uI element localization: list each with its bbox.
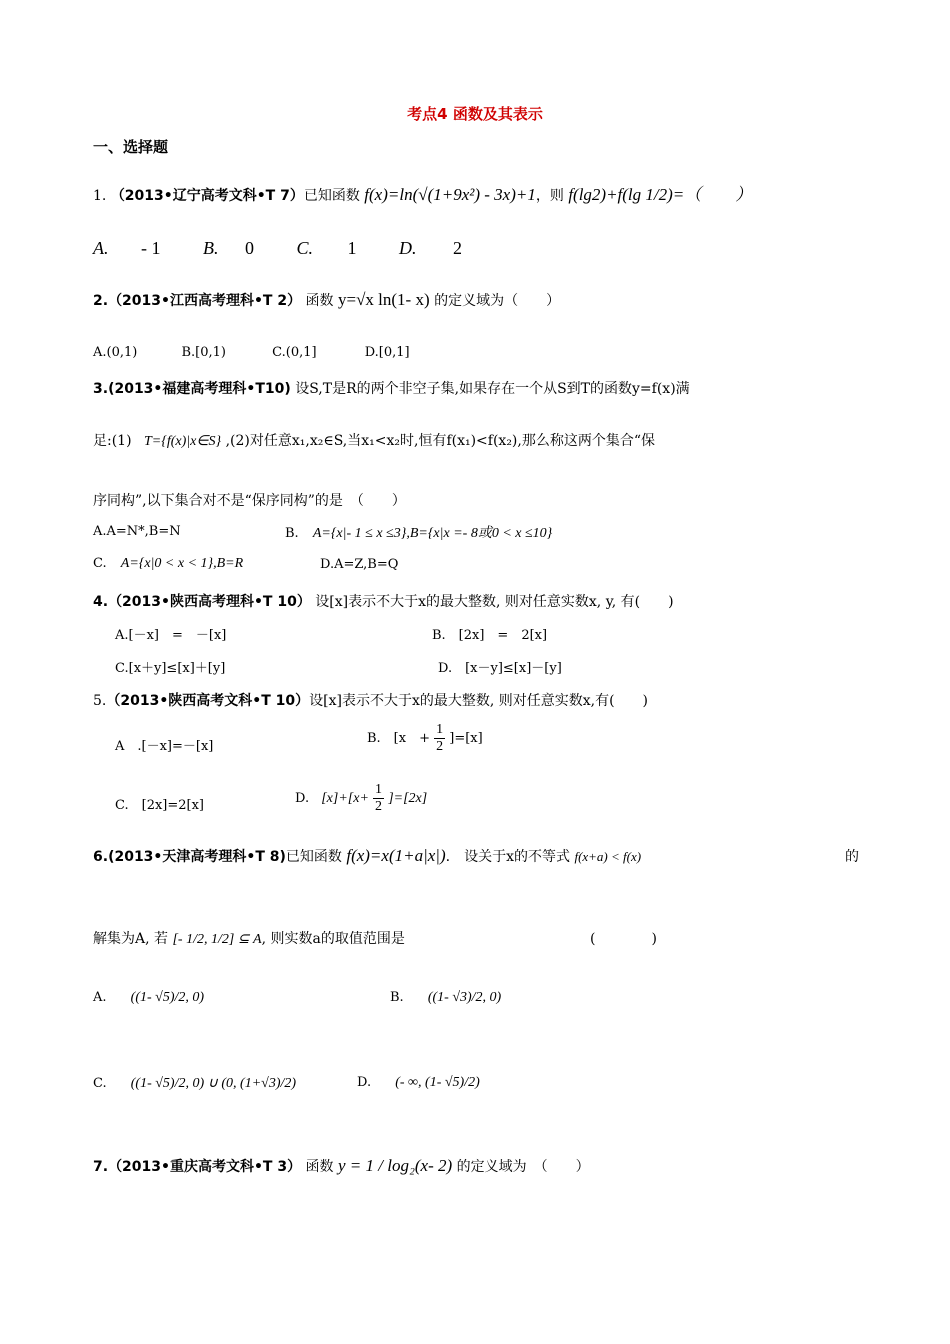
question-stem-line2: 解集为A, 若 [93, 931, 169, 947]
option-b [367, 722, 483, 755]
option-c: C.[x＋y]≤[x]＋[y] [115, 661, 226, 676]
option-c-expression: A={x|0 < x < 1},B=R [120, 556, 244, 571]
option-d: D.A=Z,B=Q [320, 557, 399, 572]
option-d-label: D. [357, 1075, 372, 1090]
question-3-line3: 序同构”,以下集合对不是“保序同构”的是 （ ） [93, 493, 406, 509]
condition-1-label: 足:(1) [93, 433, 132, 449]
option-b-label: B. [390, 990, 404, 1005]
options-row [93, 345, 410, 360]
question-number: 1. [93, 188, 107, 204]
function-expression: f(x)=x(1+a|x|) [346, 846, 446, 865]
question-source: （2013•陕西高考理科•T 10） [108, 594, 311, 610]
option-a: A.(0,1) [93, 345, 138, 360]
function-expression: y = 1 / log₂(x- 2) [338, 1156, 453, 1175]
question-source: (2013•福建高考理科•T10) [108, 381, 291, 397]
option-b-right: ]=[x] [449, 731, 483, 747]
question-stem: 函数 [305, 293, 334, 309]
option-c-label: C. [93, 556, 107, 571]
fraction-one-half [434, 722, 445, 755]
option-d-label: D. [399, 238, 417, 258]
question-6 [93, 846, 641, 866]
fraction-denominator: 2 [375, 799, 383, 815]
fraction-one-half [373, 782, 384, 815]
fraction-denominator: 2 [436, 739, 444, 755]
option-c: C. [2x]=2[x] [115, 798, 205, 813]
option-b: B.[0,1) [181, 345, 226, 360]
option-c: C.(0,1] [272, 345, 317, 360]
option-b-label: B. [285, 526, 299, 541]
section-heading: 一、选择题 [93, 138, 169, 156]
option-d-label: D. [295, 791, 310, 807]
option-b-expression: ((1- √3)/2, 0) [427, 990, 502, 1005]
option-a-expression: ((1- √5)/2, 0) [130, 990, 205, 1005]
option-d [295, 782, 427, 815]
question-stem: 设[x]表示不大于x的最大整数, 则对任意实数x,有( ) [309, 693, 649, 709]
question-stem: 设[x]表示不大于x的最大整数, 则对任意实数x, y, 有( ) [315, 594, 674, 610]
option-d-value: 2 [453, 238, 463, 258]
interval-subset: [- 1/2, 1/2] ⊆ A [172, 932, 262, 947]
question-source: （2013•江西高考理科•T 2） [108, 293, 302, 309]
option-d-left: [x]+[x+ [321, 791, 369, 807]
option-a [93, 990, 204, 1006]
question-stem-line2-tail: , 则实数a的取值范围是 [261, 931, 405, 947]
question-6-end: 的 [845, 849, 859, 865]
question-3 [93, 378, 690, 398]
question-stem-line1: 设S,T是R的两个非空子集,如果存在一个从S到T的函数y=f(x)满 [295, 381, 690, 397]
question-tail: 的定义域为 （ ） [456, 1159, 590, 1175]
question-stem-middle: . 设关于x的不等式 [445, 849, 570, 865]
option-c-value: 1 [347, 238, 357, 258]
option-c-expression: ((1- √5)/2, 0) ∪ (0, (1+√3)/2) [130, 1076, 297, 1091]
question-number: 6. [93, 849, 109, 865]
option-a-value: - 1 [141, 238, 161, 258]
question-5 [93, 690, 648, 710]
question-number: 3. [93, 381, 109, 397]
option-c [93, 556, 243, 572]
option-b-label: B. [203, 238, 219, 258]
options-row [93, 238, 462, 259]
set-definition: T={f(x)|x∈S} [144, 434, 222, 449]
option-b-value: 0 [245, 238, 254, 258]
option-d: D.[0,1] [364, 345, 410, 360]
option-c-label: C. [296, 238, 314, 258]
option-b-expression: A={x|- 1 ≤ x ≤3},B={x|x =- 8或0 < x ≤10} [312, 526, 553, 541]
question-source: （2013•重庆高考文科•T 3） [108, 1159, 302, 1175]
question-2 [93, 290, 560, 310]
question-4 [93, 591, 674, 611]
option-c-label: C. [93, 1076, 107, 1091]
question-number: 4. [93, 594, 109, 610]
option-a: A.A=N*,B=N [93, 524, 181, 539]
option-a: A .[－x]=－[x] [115, 739, 214, 754]
option-b [390, 990, 501, 1006]
fraction-numerator: 1 [373, 782, 384, 799]
fraction-numerator: 1 [434, 722, 445, 739]
option-a-label: A. [93, 990, 107, 1005]
connector-text: ，则 [535, 188, 564, 204]
question-source: (2013•天津高考理科•T 8) [108, 849, 286, 865]
question-stem: 函数 [305, 1159, 334, 1175]
question-7 [93, 1156, 590, 1176]
question-source: （2013•陕西高考文科•T 10） [106, 693, 310, 709]
question-1 [93, 180, 752, 205]
evaluation-expression: f(lg2)+f(lg 1/2)=（ ） [568, 185, 753, 204]
option-b [285, 522, 552, 542]
question-source: （2013•辽宁高考文科•T 7） [110, 188, 304, 204]
option-a: A.[－x] = －[x] [115, 628, 227, 643]
option-d [357, 1075, 480, 1091]
question-tail: 的定义域为（ ） [434, 293, 561, 309]
question-number: 5. [93, 693, 107, 709]
option-b-left: B. [x + [367, 731, 430, 747]
question-number: 7. [93, 1159, 109, 1175]
option-a-label: A. [93, 238, 109, 258]
question-stem-line2: ,(2)对任意x₁,x₂∈S,当x₁<x₂时,恒有f(x₁)<f(x₂),那么称这两个集合“保 [225, 433, 656, 449]
question-3-line2 [93, 430, 655, 450]
question-6-line2 [93, 928, 405, 948]
answer-blank: ( ) [590, 931, 657, 947]
question-stem: 已知函数 [303, 188, 360, 204]
option-b: B. [2x] = 2[x] [432, 628, 548, 643]
question-number: 2. [93, 293, 109, 309]
option-d-expression: (- ∞, (1- √5)/2) [395, 1075, 480, 1090]
option-d: D. [x－y]≤[x]－[y] [438, 661, 562, 676]
question-stem: 已知函数 [285, 849, 342, 865]
option-c [93, 1075, 296, 1092]
inequality-expression: f(x+a) < f(x) [574, 849, 642, 864]
function-expression: y=√x ln(1- x) [338, 290, 430, 309]
function-expression: f(x)=ln(√(1+9x²) - 3x)+1 [364, 185, 536, 204]
option-d-right: ]=[2x] [388, 791, 428, 807]
page-title: 考点4 函数及其表示 [407, 105, 543, 123]
